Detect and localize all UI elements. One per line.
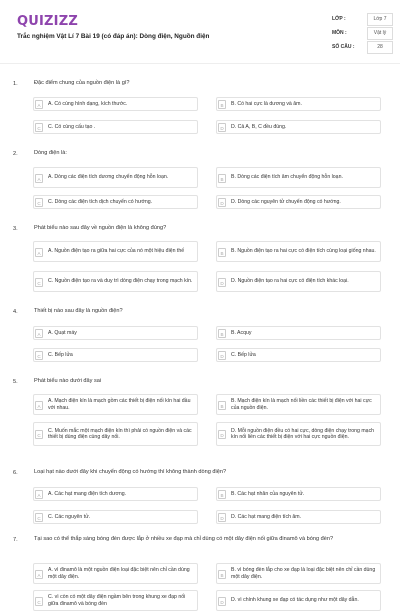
option-d[interactable] [216,590,381,611]
option-letter: C [35,351,43,360]
question-number: 1. [13,81,18,87]
option-b[interactable] [216,97,381,111]
option-a[interactable] [33,167,198,188]
option-text: C. Muốn mắc một mạch điện kín thì phải có nguồn điện và các thiết bị dùng điện cùng dây nối. [48,427,192,440]
option-d[interactable] [216,348,381,362]
option-c[interactable] [33,348,198,362]
option-letter: D [218,597,226,606]
option-text: B. Mạch điện kín là mạch nối liền các thiết bị điện với hai cực của nguồn điện. [231,398,372,411]
option-d[interactable] [216,422,381,446]
meta-value: Lớp 7 [367,13,393,26]
option-b[interactable] [216,241,381,262]
question-number: 6. [13,470,18,476]
header-divider [0,63,400,64]
option-letter: D [218,123,226,132]
option-text: D. Cả A, B, C đều đúng. [231,123,287,130]
option-letter: D [218,198,226,207]
question-number: 4. [13,309,18,315]
quizizz-logo: QUIZIZZ [17,14,78,29]
option-text: C. Dòng các điện tích dịch chuyển có hướng. [48,198,153,205]
option-text: C. vì còn có một dây điện ngầm bên trong khung xe đạp nối giữa đinamô và bóng đèn [48,594,186,607]
option-text: B. Các hạt nhân của nguyên tử. [231,490,305,497]
option-letter: A [35,570,43,579]
question-text: Phát biểu nào dưới đây sai [34,378,102,384]
option-text: A. Các hạt mang điện tích dương. [48,490,127,497]
option-c[interactable] [33,271,198,292]
option-a[interactable] [33,326,198,340]
option-letter: B [218,401,226,410]
question-number: 2. [13,151,18,157]
option-letter: B [218,570,226,579]
page-title: Trắc nghiệm Vật Lí 7 Bài 19 (có đáp án): Dòng điện, Nguồn điện [17,33,210,40]
option-letter: B [218,248,226,257]
meta-row-count [332,41,392,55]
option-c[interactable] [33,195,198,209]
meta-label: SỐ CÂU : [332,44,355,50]
option-d[interactable] [216,195,381,209]
meta-label: MÔN : [332,30,347,36]
option-c[interactable] [33,120,198,134]
option-letter: D [218,351,226,360]
option-d[interactable] [216,510,381,524]
option-letter: C [35,430,43,439]
option-text: B. Dòng các điện tích âm chuyển động hỗn loạn. [231,174,343,181]
option-text: A. Mạch điện kín là mạch gồm các thiết bị điện nối kín hai đầu với nhau. [48,398,191,411]
question-number: 5. [13,379,18,385]
option-b[interactable] [216,326,381,340]
option-a[interactable] [33,97,198,111]
option-b[interactable] [216,563,381,584]
meta-value: 28 [367,41,393,54]
option-text: C. Có cùng cấu tạo . [48,123,96,130]
option-d[interactable] [216,120,381,134]
meta-panel [332,13,392,55]
option-letter: C [35,278,43,287]
option-a[interactable] [33,563,198,584]
question-text: Phát biểu nào sau đây về nguồn điện là không đúng? [34,225,167,231]
option-b[interactable] [216,394,381,415]
option-letter: D [218,278,226,287]
option-d[interactable] [216,271,381,292]
option-text: C. Nguồn điện tạo ra và duy trì dòng điện chạy trong mạch kín. [48,278,193,285]
option-letter: D [218,513,226,522]
option-letter: D [218,430,226,439]
option-text: A. Quạt máy [48,329,77,336]
option-letter: C [35,597,43,606]
question-text: Tại sao có thể thắp sáng bóng đèn được lắp ở nhiều xe đạp mà chỉ dùng có một dây điện nối giữa đinamô và bóng đèn? [34,536,334,542]
option-text: D. Dòng các nguyên tử chuyển động có hướng. [231,198,341,205]
option-text: D. Các hạt mang điện tích âm. [231,513,302,520]
option-text: A. Có cùng hình dạng, kích thước. [48,100,128,107]
option-text: A. Dòng các điện tích dương chuyển động hỗn loạn. [48,174,169,181]
option-letter: B [218,174,226,183]
question-number: 7. [13,537,18,543]
worksheet-header [0,0,400,60]
question-text: Loại hạt nào dưới đây khi chuyển động có hướng thì không thành dòng điện? [34,469,227,475]
option-text: B. Nguồn điện tạo ra hai cực có điện tích cùng loại giống nhau. [231,248,376,255]
option-letter: B [218,329,226,338]
option-letter: A [35,248,43,257]
option-letter: C [35,513,43,522]
question-text: Thiết bị nào sau đây là nguồn điện? [34,308,123,314]
option-letter: A [35,490,43,499]
option-text: C. Bếp lửa [48,351,73,358]
meta-row-class [332,13,392,27]
option-c[interactable] [33,422,198,446]
option-letter: C [35,123,43,132]
option-a[interactable] [33,487,198,501]
option-letter: A [35,174,43,183]
option-text: D. vì chính khung xe đạp có tác dụng như một dây dẫn. [231,597,359,604]
option-letter: A [35,401,43,410]
meta-value: Vật lý [367,27,393,40]
option-text: A. Nguồn điện tạo ra giữa hai cực của nó một hiệu điện thế [48,248,185,255]
option-letter: C [35,198,43,207]
option-letter: A [35,100,43,109]
option-text: B. vì bóng đèn lắp cho xe đạp là loại đặc biệt nên chỉ cần dùng một dây điện. [231,567,376,580]
option-b[interactable] [216,167,381,188]
meta-row-subject [332,27,392,41]
option-c[interactable] [33,590,198,611]
option-letter: A [35,329,43,338]
option-b[interactable] [216,487,381,501]
option-text: A. vì đinamô là một nguồn điện loại đặc biệt nên chỉ cần dùng một dây điện. [48,567,190,580]
option-letter: B [218,490,226,499]
meta-label: LỚP : [332,16,346,22]
question-text: Đặc điểm chung của nguồn điện là gì? [34,80,130,86]
option-text: D. Nguồn điện tạo ra hai cực có điện tích khác loại. [231,278,349,285]
question-number: 3. [13,226,18,232]
option-text: B. Có hai cực là dương và âm. [231,100,302,107]
option-text: C. Các nguyên tử. [48,513,91,520]
option-a[interactable] [33,394,198,415]
question-text: Dòng điện là: [34,150,67,156]
option-a[interactable] [33,241,198,262]
option-c[interactable] [33,510,198,524]
option-letter: B [218,100,226,109]
option-text: C. Bếp lửa [231,351,256,358]
option-text: B. Acquy [231,329,252,336]
option-text: D. Mỗi nguồn điện đều có hai cực, dòng điện chạy trong mạch kín nối liền các thiết bị điện với hai cực nguồn điện. [231,427,375,440]
